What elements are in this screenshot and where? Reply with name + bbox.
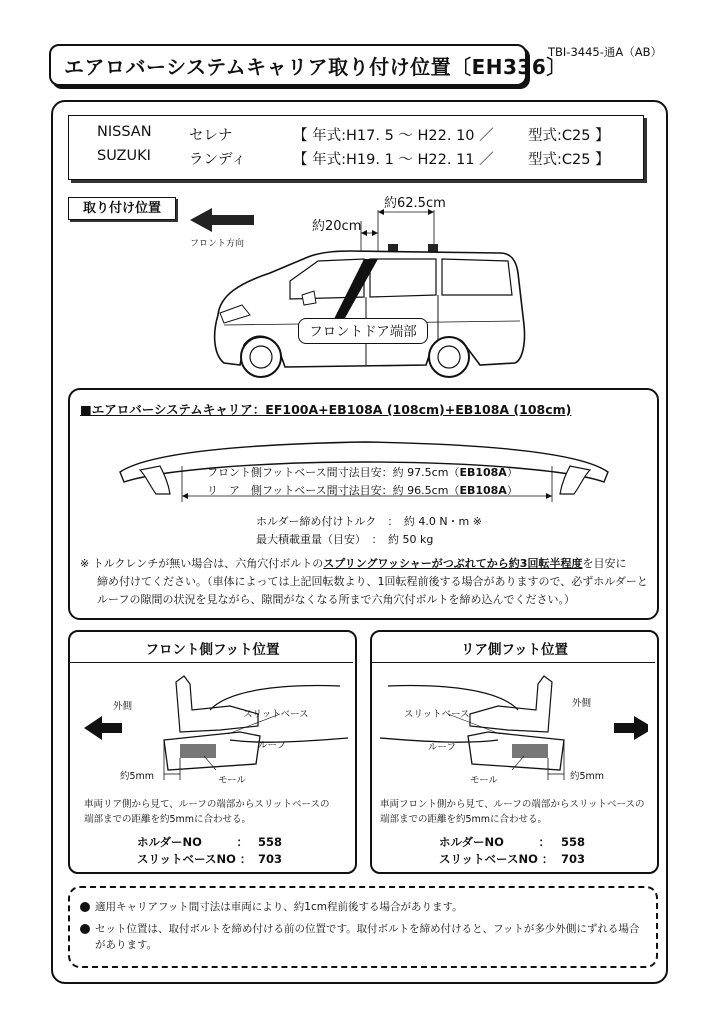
rear-holder-no-label: ホルダーNO ： xyxy=(439,835,550,849)
rear-holder-no-value: 558 xyxy=(561,835,586,849)
front-holder-no-label: ホルダーNO ： xyxy=(137,835,248,849)
front-roof-label: ルーフ xyxy=(258,740,287,751)
rear-slit-base-no-label: スリットベースNO ： xyxy=(439,852,554,866)
front-foot-desc-2: 端部までの距離を約5mmに合わせる。 xyxy=(84,814,252,825)
torque-note-line1: ※ トルクレンチが無い場合は、六角穴付ボルトのスプリングワッシャーがつぶれてから約3回転半程度を目安に xyxy=(80,557,627,570)
front-slit-base-no-label: スリットベースNO ： xyxy=(137,852,252,866)
rear-roof-label: ルーフ xyxy=(428,742,457,753)
divider xyxy=(372,662,655,663)
front-base-spacing: フロント側フットベース間寸法目安：約 97.5cm（EB108A） xyxy=(207,466,518,479)
vehicle-type: 型式:C25 】 xyxy=(528,152,610,168)
front-foot-desc-1: 車両リア側から見て、ルーフの端部からスリットベースの xyxy=(84,799,330,810)
vehicle-year: 【 年式:H19. 1 ～ H22. 11 ／ xyxy=(293,152,494,168)
divider xyxy=(70,662,353,663)
rear-outside-label: 外側 xyxy=(572,698,592,709)
front-door-callout: フロントドア端部 xyxy=(298,318,428,344)
rear-distance-label: 約5mm xyxy=(570,771,605,782)
torque-note-line2: 締め付けてください。（車体によっては上記回転数より、1回転程前後する場合がありますので、必ずホルダーと xyxy=(97,575,648,588)
document-code: TBI-3445-通A（AB） xyxy=(548,45,662,59)
max-load: 最大積載重量（目安） ： 約 50 kg xyxy=(256,533,434,546)
torque-note-line3: ルーフの隙間の状況を見ながら、隙間がなくなる所まで六角穴付ボルトを締め込んでください。） xyxy=(97,593,575,606)
rear-foot-desc-1: 車両フロント側から見て、ルーフの端部からスリットベースの xyxy=(380,799,645,810)
vehicle-model: セレナ xyxy=(189,128,233,144)
rear-foot-diagram xyxy=(378,670,648,790)
front-outside-label: 外側 xyxy=(113,701,133,712)
front-holder-no-value: 558 xyxy=(258,835,283,849)
vehicle-year: 【 年式:H17. 5 ～ H22. 10 ／ xyxy=(293,128,494,144)
vehicle-model: ランディ xyxy=(189,152,246,168)
rear-slit-base-label: スリットベース xyxy=(404,709,470,720)
front-distance-label: 約5mm xyxy=(120,771,155,782)
front-foot-title: フロント側フット位置 xyxy=(145,642,280,658)
note-item: 適用キャリアフット間寸法は車両により、約1cm程前後する場合があります。 xyxy=(95,901,463,913)
rear-foot-title: リア側フット位置 xyxy=(460,642,569,658)
rear-foot-desc-2: 端部までの距離を約5mmに合わせる。 xyxy=(380,814,548,825)
install-position-label: 取り付け位置 xyxy=(68,197,176,220)
note-item: セット位置は、取付ボルトを締め付ける前の位置です。取付ボルトを締め付けると、フットが多少外側にずれる場合があります。 xyxy=(95,923,640,951)
distance-short-label: 約20cm xyxy=(312,219,362,234)
carrier-heading: ■エアロバーシステムキャリア：EF100A+EB108A (108cm)+EB108A (108cm) xyxy=(80,402,572,417)
front-direction-label: フロント方向 xyxy=(190,239,245,249)
rear-mall-label: モール xyxy=(470,775,498,786)
page-title: エアロバーシステムキャリア取り付け位置〔EH336〕 xyxy=(64,55,567,79)
distance-long-label: 約62.5cm xyxy=(384,196,446,211)
rear-slit-base-no-value: 703 xyxy=(561,852,586,866)
front-mall-label: モール xyxy=(218,775,246,786)
front-slit-base-no-value: 703 xyxy=(258,852,283,866)
holder-torque: ホルダー締め付けトルク ： 約 4.0 N・m ※ xyxy=(256,515,482,528)
rear-base-spacing: リ ア 側フットベース間寸法目安：約 96.5cm（EB108A） xyxy=(207,484,518,497)
bullet-icon xyxy=(80,902,90,912)
car-side-illustration xyxy=(190,195,540,385)
vehicle-maker: NISSAN xyxy=(97,124,152,140)
bullet-icon xyxy=(80,924,90,934)
front-slit-base-label: スリットベース xyxy=(243,709,309,720)
vehicle-type: 型式:C25 】 xyxy=(528,128,610,144)
vehicle-maker: SUZUKI xyxy=(97,148,151,164)
